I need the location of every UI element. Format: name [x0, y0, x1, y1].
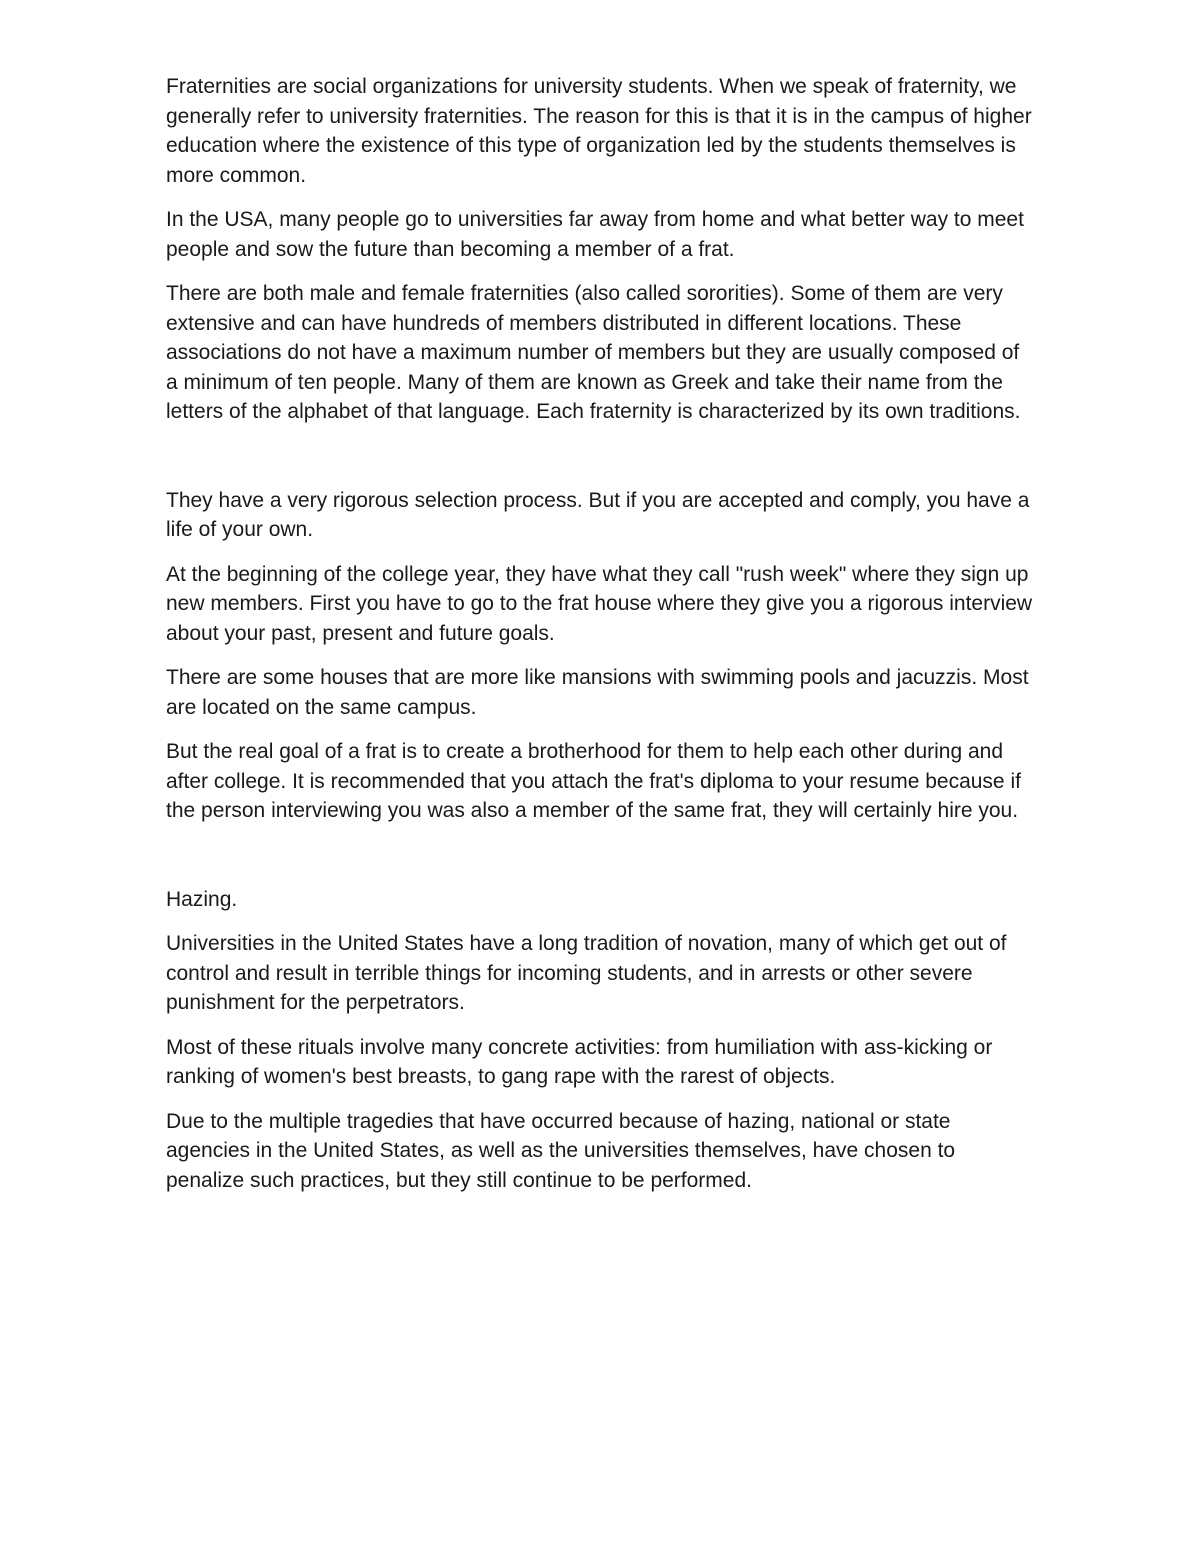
paragraph-tradition: Universities in the United States have a long tradition of novation, many of which get out of control and result in terrible things for incoming students, and in arrests or other severe punishment for the perpetrators. [166, 932, 1007, 1014]
paragraph-intro: Fraternities are social organizations for university students. When we speak of fraternity, we generally refer to university fraternities. The reason for this is that it is in the campus of higher education where the existence of this type of organization led by the students themselves is more common. [166, 75, 1032, 187]
paragraph-rituals: Most of these rituals involve many concrete activities: from humiliation with ass-kicking or ranking of women's best breasts, to gang rape with the rarest of objects. [166, 1035, 993, 1088]
paragraph-selection: They have a very rigorous selection process. But if you are accepted and comply, you have a life of your own. [166, 488, 1030, 541]
paragraph-brotherhood: But the real goal of a frat is to create a brotherhood for them to help each other during and after college. It is recommended that you attach the frat's diploma to your resume because if the person interviewing you was also a member of the same frat, they will certainly hire you. [166, 740, 1021, 822]
blank-line [166, 442, 1036, 486]
paragraph-sororities: There are both male and female fraternities (also called sororities). Some of them are very extensive and can have hundreds of members distributed in different locations. These associations do not have a maximum number of members but they are usually composed of a minimum of ten people. Many of them are known as Greek and take their name from the letters of the alphabet of that language. Each fraternity is characterized by its own traditions. [166, 282, 1021, 423]
paragraph-houses: There are some houses that are more like mansions with swimming pools and jacuzzis. Most are located on the same campus. [166, 666, 1029, 719]
section-heading-hazing: Hazing. [166, 887, 238, 911]
paragraph-usa: In the USA, many people go to universities far away from home and what better way to meet people and sow the future than becoming a member of a frat. [166, 208, 1024, 261]
paragraph-rush-week: At the beginning of the college year, they have what they call "rush week" where they sign up new members. First you have to go to the frat house where they give you a rigorous interview about your past, present and future goals. [166, 562, 1033, 645]
document-body [166, 72, 1036, 1210]
paragraph-tragedies: Due to the multiple tragedies that have occurred because of hazing, national or state agencies in the United States, as well as the universities themselves, have chosen to penalize such practices, but they still continue to be performed. [166, 1109, 956, 1192]
blank-line [166, 841, 1036, 885]
